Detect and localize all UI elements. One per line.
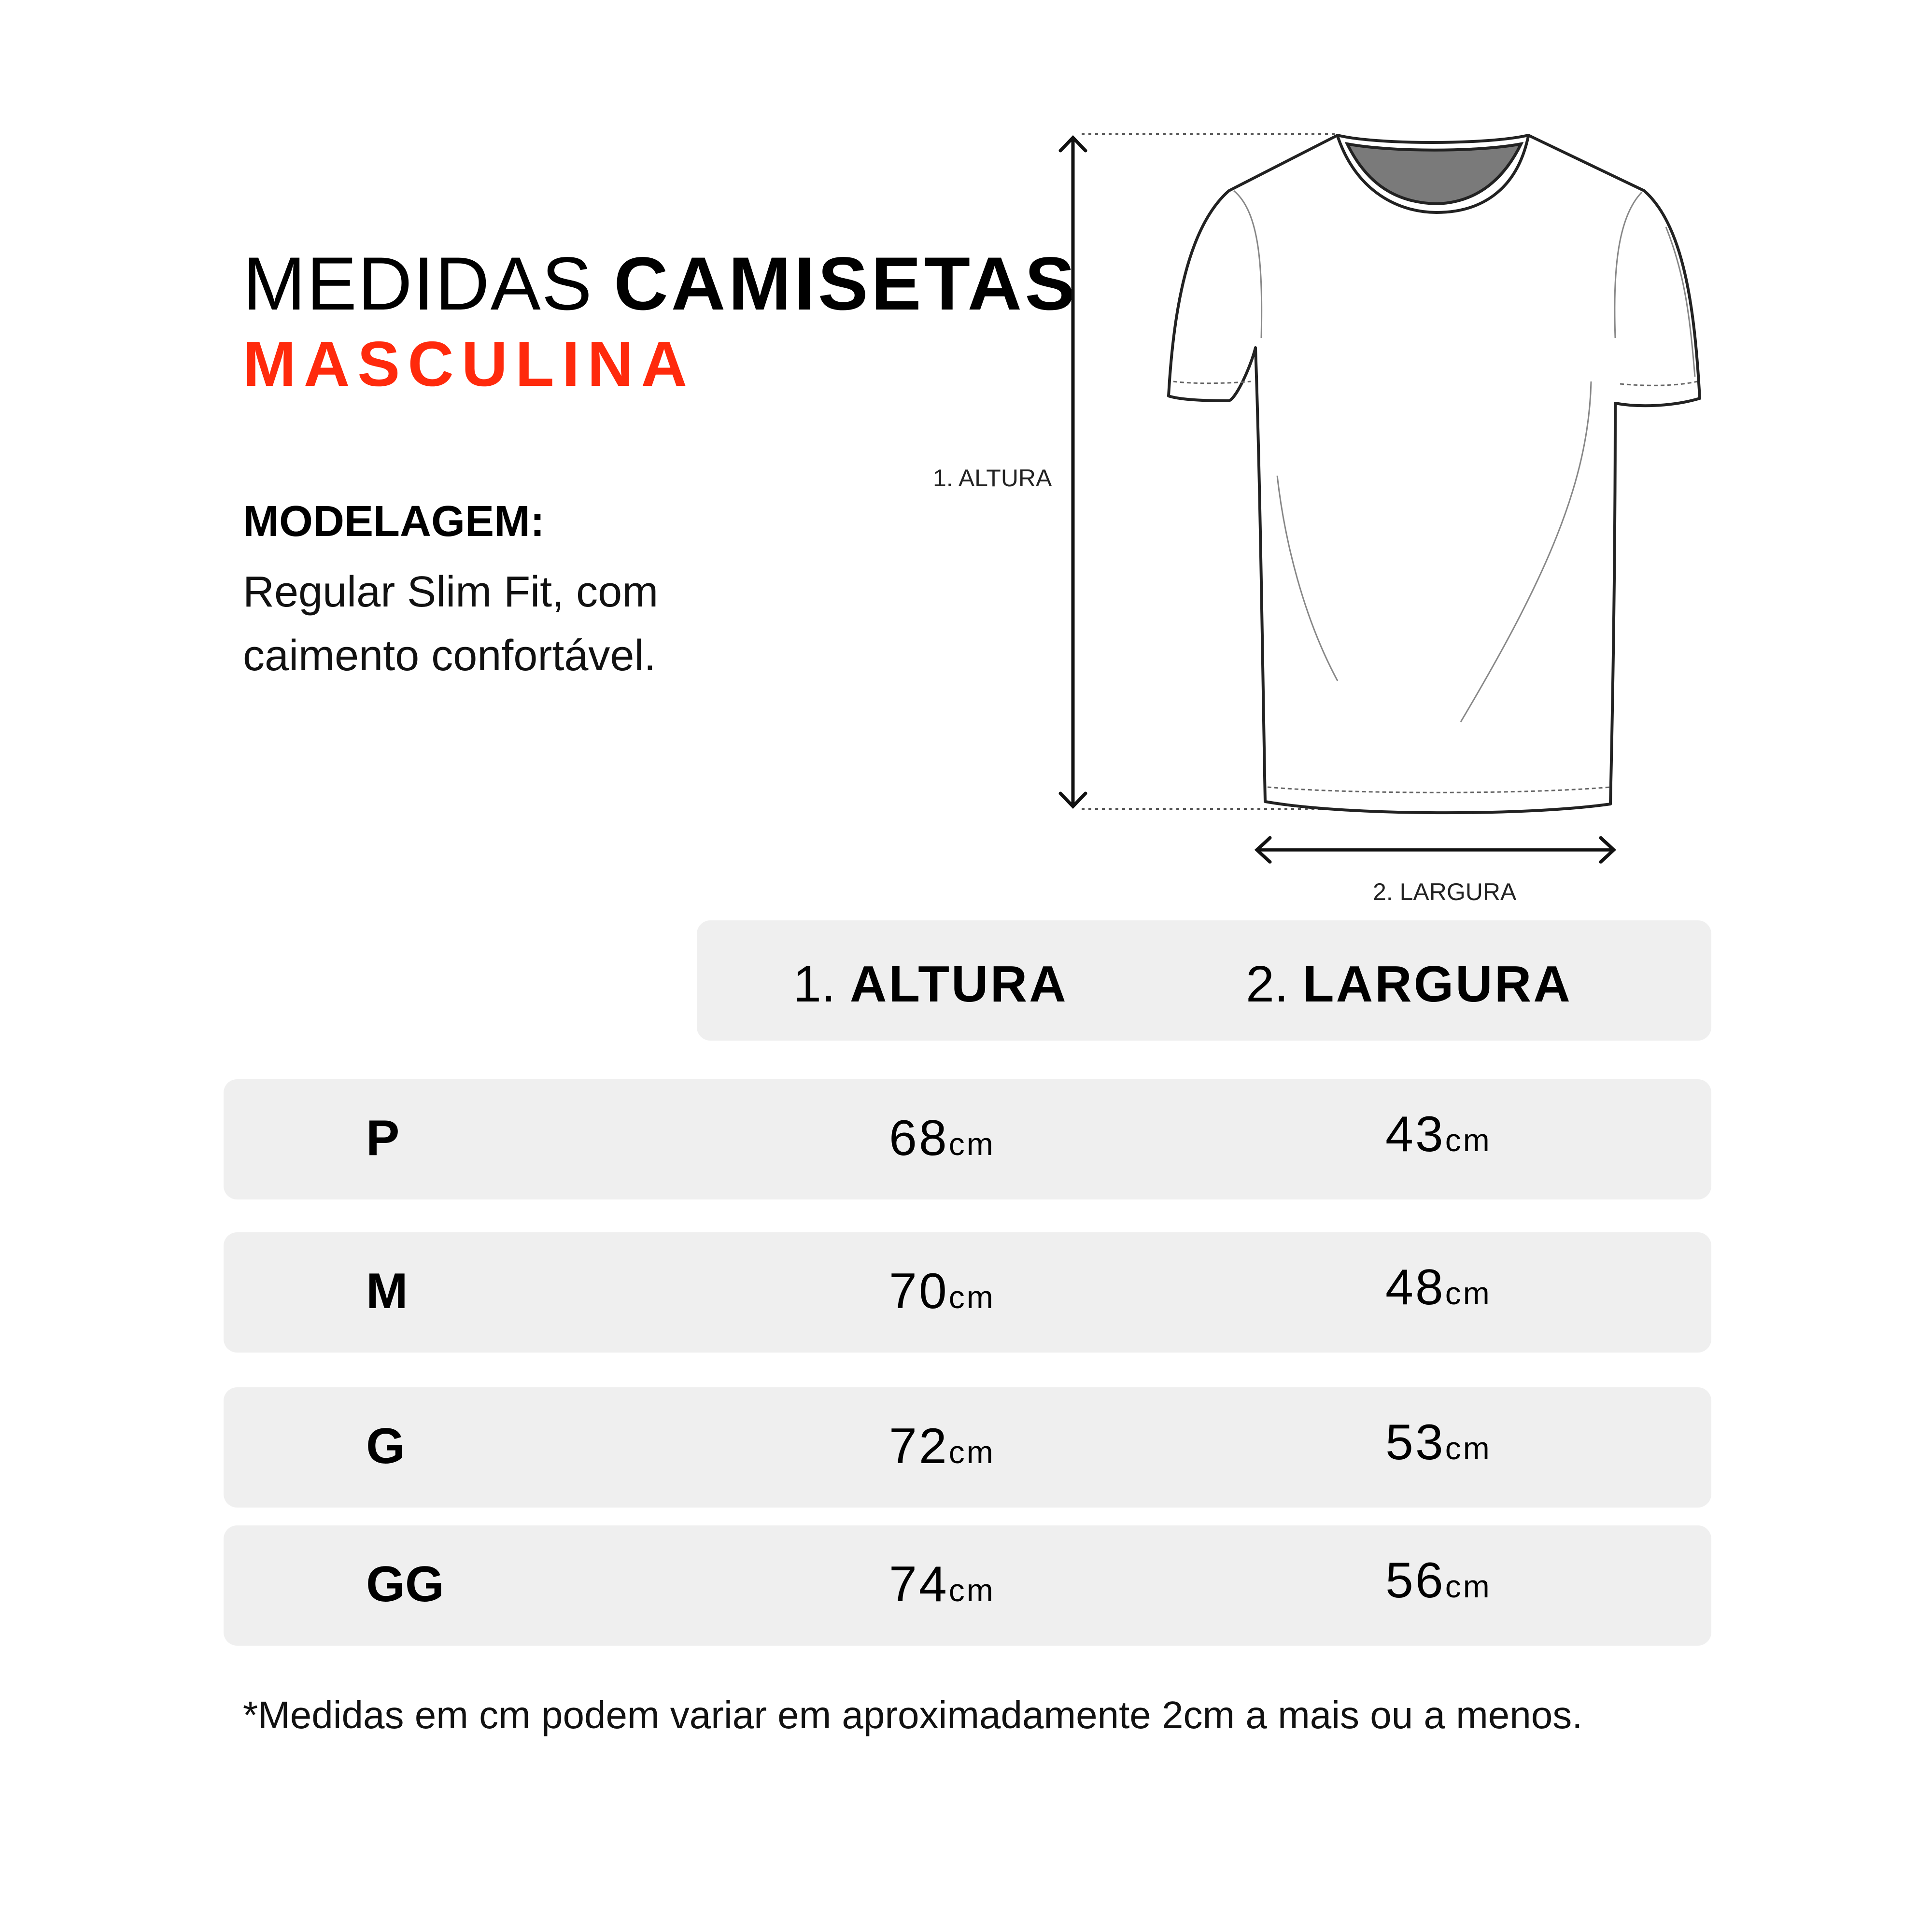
unit: cm: [948, 1279, 995, 1315]
altura-number: 68: [889, 1110, 949, 1166]
page-subtitle: MASCULINA: [243, 328, 695, 399]
unit: cm: [948, 1572, 995, 1608]
width-label: 2. LARGURA: [1373, 878, 1517, 905]
altura-value: [889, 1263, 995, 1319]
title-bold: CAMISETAS: [614, 242, 1078, 326]
model-line-2: caimento confortável.: [243, 632, 656, 680]
unit: cm: [1445, 1122, 1492, 1158]
unit: cm: [1445, 1430, 1492, 1466]
largura-value: [1385, 1259, 1492, 1315]
altura-number: 74: [889, 1556, 949, 1612]
size-label: P: [366, 1110, 400, 1166]
unit: cm: [1445, 1275, 1492, 1311]
largura-number: 48: [1385, 1259, 1445, 1315]
height-label: 1. ALTURA: [933, 465, 1052, 492]
title-light: MEDIDAS: [243, 242, 593, 326]
height-arrow-icon: [1060, 138, 1086, 806]
width-arrow-icon: [1257, 838, 1614, 862]
altura-number: 70: [889, 1263, 949, 1319]
table-row: [224, 1525, 1711, 1646]
largura-value: [1385, 1106, 1492, 1162]
tshirt-icon: [1169, 135, 1700, 813]
largura-value: [1385, 1414, 1492, 1470]
size-label: GG: [366, 1556, 444, 1612]
size-label: M: [366, 1263, 408, 1319]
largura-number: 43: [1385, 1106, 1445, 1162]
model-line-1: Regular Slim Fit, com: [243, 568, 659, 616]
altura-value: [889, 1418, 995, 1474]
model-label: MODELAGEM:: [243, 497, 545, 546]
column-header-altura-num: 1.: [793, 956, 836, 1013]
footnote: *Medidas em cm podem variar em aproximadamente 2cm a mais ou a menos.: [243, 1693, 1583, 1736]
largura-value: [1385, 1552, 1492, 1608]
altura-value: [889, 1556, 995, 1612]
size-label: G: [366, 1418, 405, 1474]
altura-value: [889, 1110, 995, 1166]
table-row: [224, 1232, 1711, 1353]
column-header-largura-num: 2.: [1246, 956, 1289, 1013]
unit: cm: [948, 1434, 995, 1470]
column-header-altura: [793, 956, 1068, 1013]
column-header-largura: [1246, 956, 1572, 1013]
largura-number: 56: [1385, 1552, 1445, 1608]
column-header-largura-label: LARGURA: [1302, 956, 1572, 1013]
table-row: [224, 1079, 1711, 1199]
largura-number: 53: [1385, 1414, 1445, 1470]
table-row: [224, 1387, 1711, 1508]
unit: cm: [948, 1126, 995, 1162]
altura-number: 72: [889, 1418, 949, 1474]
column-header-altura-label: ALTURA: [849, 956, 1068, 1013]
unit: cm: [1445, 1568, 1492, 1604]
